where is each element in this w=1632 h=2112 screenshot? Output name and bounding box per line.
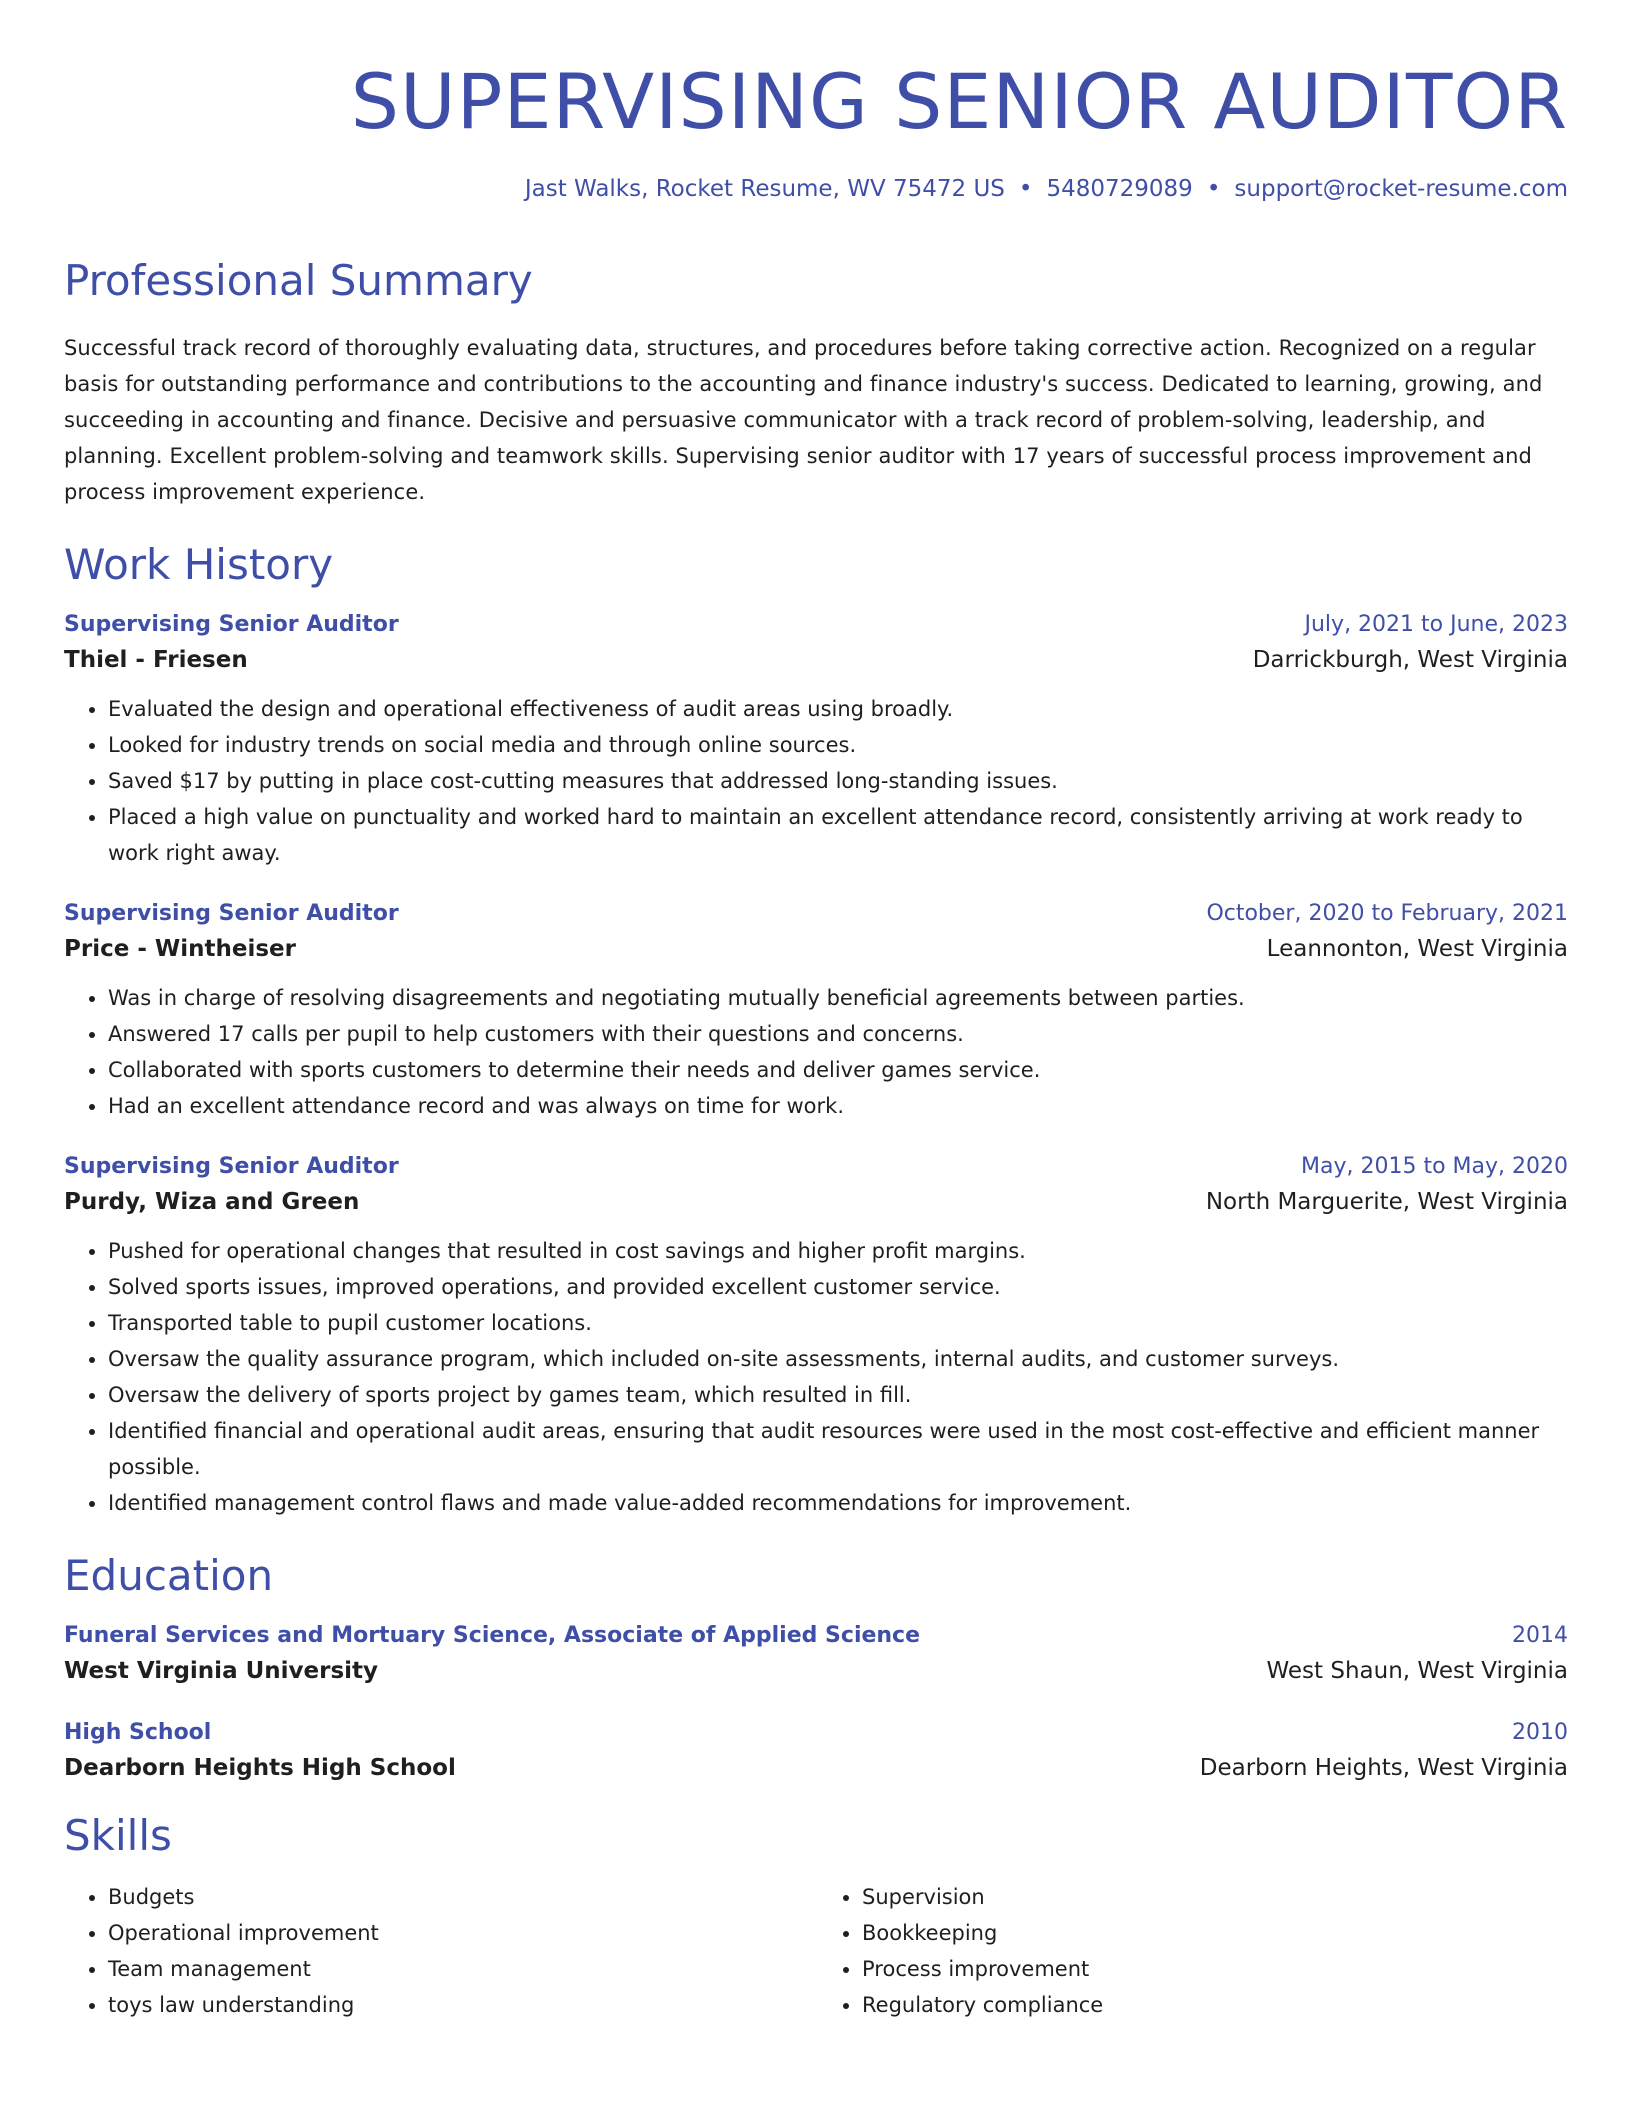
section-heading-summary: Professional Summary bbox=[64, 256, 533, 305]
skill-item: • Team management bbox=[108, 1951, 814, 1987]
job-bullets bbox=[64, 691, 1568, 871]
education-section bbox=[64, 1551, 1568, 1781]
job-entry bbox=[64, 612, 1568, 871]
job-entry bbox=[64, 901, 1568, 1124]
job-company: Purdy, Wiza and Green bbox=[64, 1189, 360, 1215]
job-bullet: • Solved sports issues, improved operations, and provided excellent customer service. bbox=[108, 1269, 1568, 1305]
summary-text: Successful track record of thoroughly evaluating data, structures, and procedures before taking corrective action. Recognized on a regular basis for outstanding performance and contributions to the accounting and finance industry's success. Dedicated to learning, growing, and succeeding in accounting and finance. Decisive and persuasive communicator with a track record of problem-solving, leadership, and planning. Excellent problem-solving and teamwork skills. Supervising senior auditor with 17 years of successful process improvement and process improvement experience. bbox=[64, 336, 1543, 504]
job-bullet: • Transported table to pupil customer locations. bbox=[108, 1305, 1568, 1341]
job-title: Supervising Senior Auditor bbox=[64, 1154, 399, 1179]
skill-item: • Budgets bbox=[108, 1879, 814, 1915]
education-location: West Shaun, West Virginia bbox=[1266, 1658, 1568, 1684]
skills-column-right bbox=[814, 1879, 1568, 2023]
job-location: Darrickburgh, West Virginia bbox=[1252, 647, 1568, 673]
job-title: Supervising Senior Auditor bbox=[64, 901, 399, 926]
education-school: West Virginia University bbox=[64, 1658, 379, 1684]
education-entry bbox=[64, 1623, 1568, 1684]
education-entry bbox=[64, 1720, 1568, 1781]
job-location: Leannonton, West Virginia bbox=[1266, 936, 1568, 962]
education-school: Dearborn Heights High School bbox=[64, 1755, 456, 1781]
work-history-section bbox=[64, 540, 1568, 1521]
job-bullet: • Evaluated the design and operational effectiveness of audit areas using broadly. bbox=[108, 691, 1568, 727]
section-heading-skills: Skills bbox=[64, 1811, 172, 1860]
skill-item: • toys law understanding bbox=[108, 1987, 814, 2023]
job-bullet: • Identified management control flaws and made value-added recommendations for improvement. bbox=[108, 1485, 1568, 1521]
skills-column-left bbox=[64, 1879, 814, 2023]
skills-section bbox=[64, 1811, 1568, 2023]
contact-line bbox=[64, 176, 1568, 202]
section-heading-work: Work History bbox=[64, 540, 334, 589]
job-dates: October, 2020 to February, 2021 bbox=[1206, 901, 1568, 926]
job-bullet: • Identified financial and operational audit areas, ensuring that audit resources were used in the most cost-effective and efficient manner possible. bbox=[108, 1413, 1568, 1485]
job-bullet: • Looked for industry trends on social media and through online sources. bbox=[108, 727, 1568, 763]
job-company: Thiel - Friesen bbox=[64, 647, 248, 673]
skills-columns bbox=[64, 1879, 1568, 2023]
job-bullet: • Answered 17 calls per pupil to help customers with their questions and concerns. bbox=[108, 1016, 1568, 1052]
skill-item: • Supervision bbox=[862, 1879, 1568, 1915]
job-bullet: • Pushed for operational changes that resulted in cost savings and higher profit margins. bbox=[108, 1233, 1568, 1269]
contact-phone: 5480729089 bbox=[1046, 176, 1193, 202]
job-bullet: • Saved $17 by putting in place cost-cutting measures that addressed long-standing issues. bbox=[108, 763, 1568, 799]
resume-title: SUPERVISING SENIOR AUDITOR bbox=[350, 57, 1568, 146]
skill-item: • Operational improvement bbox=[108, 1915, 814, 1951]
skill-item: • Bookkeeping bbox=[862, 1915, 1568, 1951]
education-location: Dearborn Heights, West Virginia bbox=[1199, 1755, 1568, 1781]
skill-item: • Regulatory compliance bbox=[862, 1987, 1568, 2023]
job-bullet: • Was in charge of resolving disagreements and negotiating mutually beneficial agreements between parties. bbox=[108, 980, 1568, 1016]
education-year: 2010 bbox=[1512, 1720, 1568, 1745]
job-company: Price - Wintheiser bbox=[64, 936, 296, 962]
job-dates: July, 2021 to June, 2023 bbox=[1304, 612, 1568, 637]
job-bullet: • Had an excellent attendance record and was always on time for work. bbox=[108, 1088, 1568, 1124]
job-bullet: • Collaborated with sports customers to determine their needs and deliver games service. bbox=[108, 1052, 1568, 1088]
education-degree: Funeral Services and Mortuary Science, Associate of Applied Science bbox=[64, 1623, 921, 1648]
contact-separator: • bbox=[1206, 176, 1221, 202]
contact-separator: • bbox=[1018, 176, 1033, 202]
contact-address: Jast Walks, Rocket Resume, WV 75472 US bbox=[524, 176, 1005, 202]
job-title: Supervising Senior Auditor bbox=[64, 612, 399, 637]
job-bullet: • Placed a high value on punctuality and worked hard to maintain an excellent attendance record, consistently arriving at work ready to work right away. bbox=[108, 799, 1568, 871]
education-degree: High School bbox=[64, 1720, 212, 1745]
job-bullets bbox=[64, 980, 1568, 1124]
education-year: 2014 bbox=[1512, 1623, 1568, 1648]
job-dates: May, 2015 to May, 2020 bbox=[1301, 1154, 1568, 1179]
job-bullet: • Oversaw the delivery of sports project by games team, which resulted in fill. bbox=[108, 1377, 1568, 1413]
contact-email: support@rocket-resume.com bbox=[1234, 176, 1568, 202]
job-bullet: • Oversaw the quality assurance program, which included on-site assessments, internal audits, and customer surveys. bbox=[108, 1341, 1568, 1377]
section-heading-education: Education bbox=[64, 1551, 274, 1600]
skill-item: • Process improvement bbox=[862, 1951, 1568, 1987]
job-bullets bbox=[64, 1233, 1568, 1521]
job-entry bbox=[64, 1154, 1568, 1521]
job-location: North Marguerite, West Virginia bbox=[1205, 1189, 1568, 1215]
